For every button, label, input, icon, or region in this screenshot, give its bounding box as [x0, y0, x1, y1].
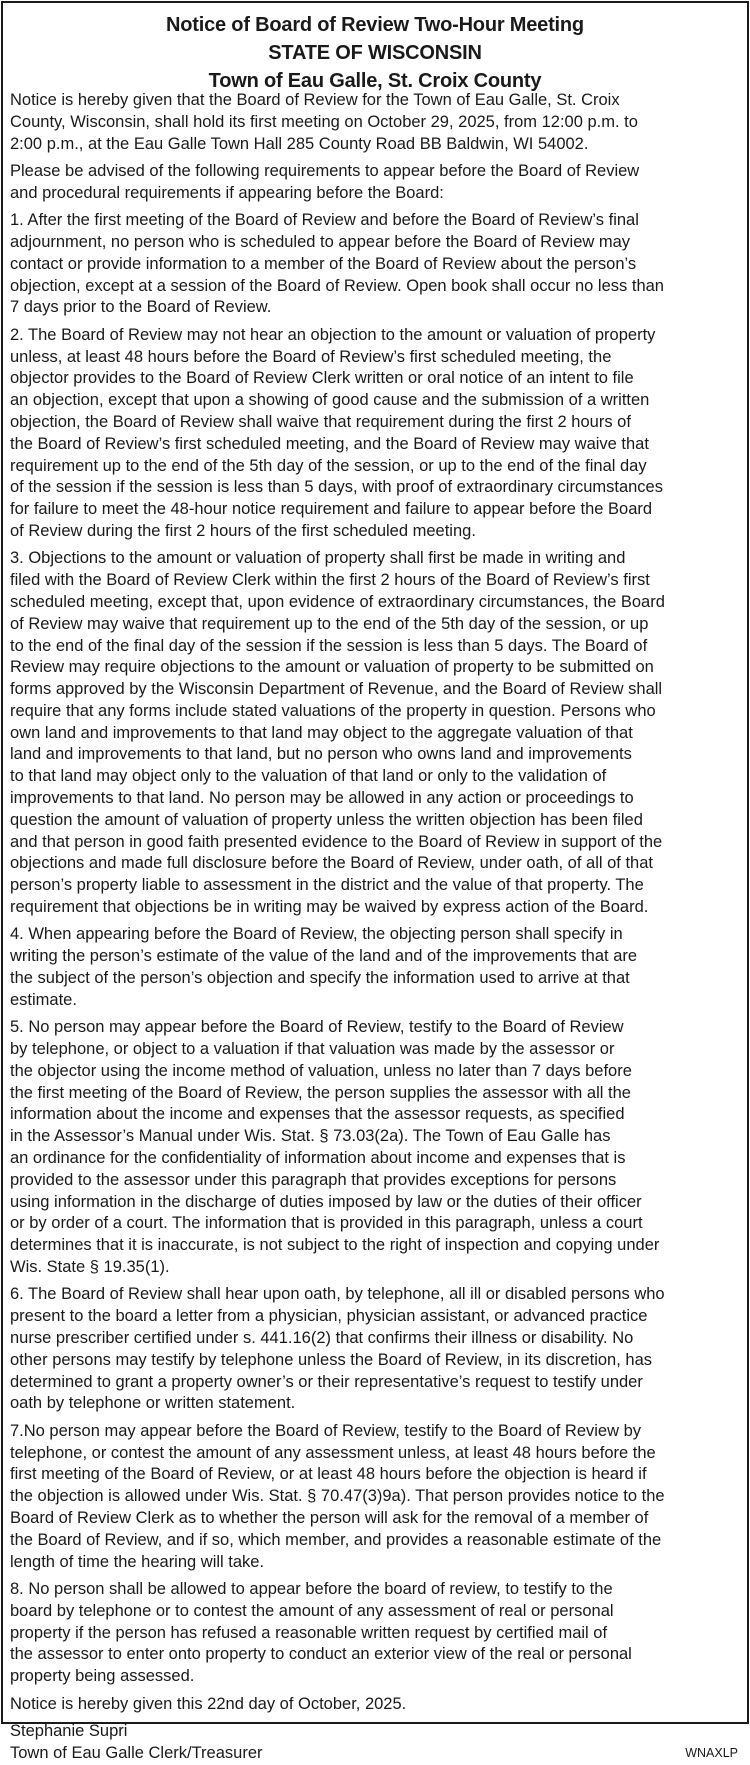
text-line: forms approved by the Wisconsin Department of Revenue, and the Board of Review shall — [10, 680, 663, 699]
text-line: objector provides to the Board of Review Clerk written or oral notice of an intent to file — [10, 369, 634, 388]
text-line: the first meeting of the Board of Review, the person supplies the assessor with all the — [10, 1083, 631, 1102]
paragraph — [10, 548, 740, 919]
text-line: of the session if the session is less than 5 days, with proof of extraordinary circumstances — [10, 478, 663, 497]
text-line: objection, except at a session of the Board of Review. Open book shall occur no less than — [10, 276, 664, 295]
text-line: oath by telephone or written statement. — [10, 1394, 296, 1413]
signature-name: Stephanie Supri — [10, 1721, 128, 1740]
text-line: and that person in good faith presented evidence to the Board of Review in support of the — [10, 832, 663, 851]
text-line: for failure to meet the 48-hour notice requirement and failure to appear before the Board — [10, 500, 653, 519]
signature-block — [10, 1721, 740, 1765]
text-line: filed with the Board of Review Clerk within the first 2 hours of the Board of Review’s first — [10, 571, 650, 590]
notice-body — [10, 90, 740, 1765]
text-line: the objection is allowed under Wis. Stat. § 70.47(3)9a). That person provides notice to the — [10, 1487, 665, 1506]
text-line: 2:00 p.m., at the Eau Galle Town Hall 285 County Road BB Baldwin, WI 54002. — [10, 134, 589, 153]
text-line: information about the income and expenses that the assessor requests, as specified — [10, 1105, 625, 1124]
text-line: other persons may testify by telephone unless the Board of Review, in its discretion, has — [10, 1350, 653, 1369]
text-line: writing the person’s estimate of the value of the land and of the improvements that are — [10, 947, 638, 966]
text-line: nurse prescriber certified under s. 441.16(2) that confirms their illness or disability. No — [10, 1328, 634, 1347]
text-line: present to the board a letter from a physician, physician assistant, or advanced practice — [10, 1307, 648, 1326]
text-line: in the Assessor’s Manual under Wis. Stat. § 73.03(2a). The Town of Eau Galle has — [10, 1127, 611, 1146]
publication-code: WNAXLP — [685, 1745, 738, 1760]
paragraph — [10, 1694, 740, 1716]
text-line: and procedural requirements if appearing before the Board: — [10, 183, 444, 202]
text-line: board by telephone or to contest the amount of any assessment of real or personal — [10, 1601, 614, 1620]
text-line: 7.No person may appear before the Board of Review, testify to the Board of Review by — [10, 1421, 642, 1440]
text-line: the objector using the income method of valuation, unless no later than 7 days before — [10, 1061, 632, 1080]
text-line: 5. No person may appear before the Board of Review, testify to the Board of Review — [10, 1018, 624, 1037]
text-line: using information in the discharge of duties imposed by law or the duties of their officer — [10, 1192, 642, 1211]
text-line: 3. Objections to the amount or valuation of property shall first be made in writing and — [10, 549, 626, 568]
text-line: telephone, or contest the amount of any assessment unless, at least 48 hours before the — [10, 1443, 656, 1462]
text-line: the assessor to enter onto property to conduct an exterior view of the real or personal — [10, 1645, 632, 1664]
paragraph — [10, 90, 740, 155]
text-line: adjournment, no person who is scheduled to appear before the Board of Review may — [10, 232, 631, 251]
text-line: County, Wisconsin, shall hold its first meeting on October 29, 2025, from 12:00 p.m. to — [10, 112, 638, 131]
text-line: Notice is hereby given this 22nd day of October, 2025. — [10, 1694, 407, 1713]
notice-header — [3, 11, 747, 95]
text-line: the Board of Review, and if so, which member, and provides a reasonable estimate of the — [10, 1530, 662, 1549]
text-line: of Review during the first 2 hours of the first scheduled meeting. — [10, 521, 476, 540]
text-line: determined to grant a property owner’s or their representative’s request to testify under — [10, 1372, 643, 1391]
text-line: to that land may object only to the valuation of that land or only to the validation of — [10, 767, 607, 786]
text-line: objections and made full disclosure before the Board of Review, under oath, of all of that — [10, 854, 653, 873]
text-line: the Board of Review’s first scheduled meeting, and the Board of Review may waive that — [10, 434, 649, 453]
text-line: objection, the Board of Review shall waive that requirement during the first 2 hours of — [10, 412, 631, 431]
text-line: property if the person has refused a reasonable written request by certified mail of — [10, 1623, 608, 1642]
paragraph — [10, 161, 740, 205]
text-line: by telephone, or object to a valuation if that valuation was made by the assessor or — [10, 1040, 615, 1059]
text-line: Wis. State § 19.35(1). — [10, 1258, 170, 1276]
text-line: property being assessed. — [10, 1667, 195, 1686]
text-line: or by order of a court. The information that is provided in this paragraph, unless a court — [10, 1214, 643, 1233]
paragraph — [10, 1579, 740, 1688]
text-line: person’s property liable to assessment in the district and the value of that property. The — [10, 876, 644, 895]
text-line: Please be advised of the following requirements to appear before the Board of Review — [10, 161, 640, 180]
text-line: land and improvements to that land, but no person who owns land and improvements — [10, 745, 632, 764]
text-line: contact or provide information to a member of the Board of Review about the person’s — [10, 254, 637, 273]
state-heading: STATE OF WISCONSIN — [268, 42, 482, 64]
text-line: of Review may waive that requirement up to the end of the 5th day of the session, or up — [10, 614, 649, 633]
signature-role: Town of Eau Galle Clerk/Treasurer — [10, 1743, 263, 1762]
text-line: 2. The Board of Review may not hear an objection to the amount or valuation of property — [10, 325, 656, 344]
text-line: Review may require objections to the amount or valuation of property to be submitted on — [10, 658, 654, 677]
text-line: the subject of the person’s objection and specify the information used to arrive at that — [10, 969, 630, 988]
text-line: Notice is hereby given that the Board of Review for the Town of Eau Galle, St. Croix — [10, 91, 620, 109]
text-line: an objection, except that upon a showing of good cause and the submission of a written — [10, 391, 650, 410]
paragraph — [10, 325, 740, 543]
paragraph — [10, 924, 740, 1011]
paragraph — [10, 1421, 740, 1574]
text-line: length of time the hearing will take. — [10, 1552, 265, 1571]
text-line: scheduled meeting, except that, upon evidence of extraordinary circumstances, the Board — [10, 592, 665, 611]
text-line: an ordinance for the confidentiality of information about income and expenses that is — [10, 1149, 626, 1168]
text-line: 1. After the first meeting of the Board of Review and before the Board of Review’s final — [10, 211, 639, 230]
text-line: question the amount of valuation of property unless the written objection has been filed — [10, 810, 643, 829]
text-line: 4. When appearing before the Board of Review, the objecting person shall specify in — [10, 925, 623, 944]
text-line: 7 days prior to the Board of Review. — [10, 298, 272, 317]
text-line: to the end of the final day of the session if the session is less than 5 days. The Board of — [10, 636, 648, 655]
text-line: determines that it is inaccurate, is not subject to the right of inspection and copying under — [10, 1236, 660, 1255]
paragraph — [10, 210, 740, 319]
text-line: improvements to that land. No person may be allowed in any action or proceedings to — [10, 789, 634, 808]
text-line: estimate. — [10, 990, 77, 1009]
text-line: 8. No person shall be allowed to appear before the board of review, to testify to the — [10, 1579, 613, 1598]
notice-title: Notice of Board of Review Two-Hour Meeting — [166, 14, 584, 36]
text-line: first meeting of the Board of Review, or at least 48 hours before the objection is heard if — [10, 1465, 647, 1484]
text-line: unless, at least 48 hours before the Board of Review’s first scheduled meeting, the — [10, 347, 612, 366]
text-line: requirement that objections be in writing may be waived by express action of the Board. — [10, 898, 649, 917]
text-line: own land and improvements to that land may object to the aggregate valuation of that — [10, 723, 633, 742]
town-heading: Town of Eau Galle, St. Croix County — [208, 70, 542, 92]
paragraph — [10, 1017, 740, 1279]
text-line: Board of Review Clerk as to whether the person will ask for the removal of a member of — [10, 1508, 649, 1527]
paragraph — [10, 1284, 740, 1415]
text-line: 6. The Board of Review shall hear upon oath, by telephone, all ill or disabled persons who — [10, 1285, 665, 1304]
text-line: requirement up to the end of the 5th day of the session, or up to the end of the final day — [10, 456, 647, 475]
text-line: provided to the assessor under this paragraph that provides exceptions for persons — [10, 1170, 617, 1189]
text-line: require that any forms include stated valuations of the property in question. Persons who — [10, 701, 656, 720]
